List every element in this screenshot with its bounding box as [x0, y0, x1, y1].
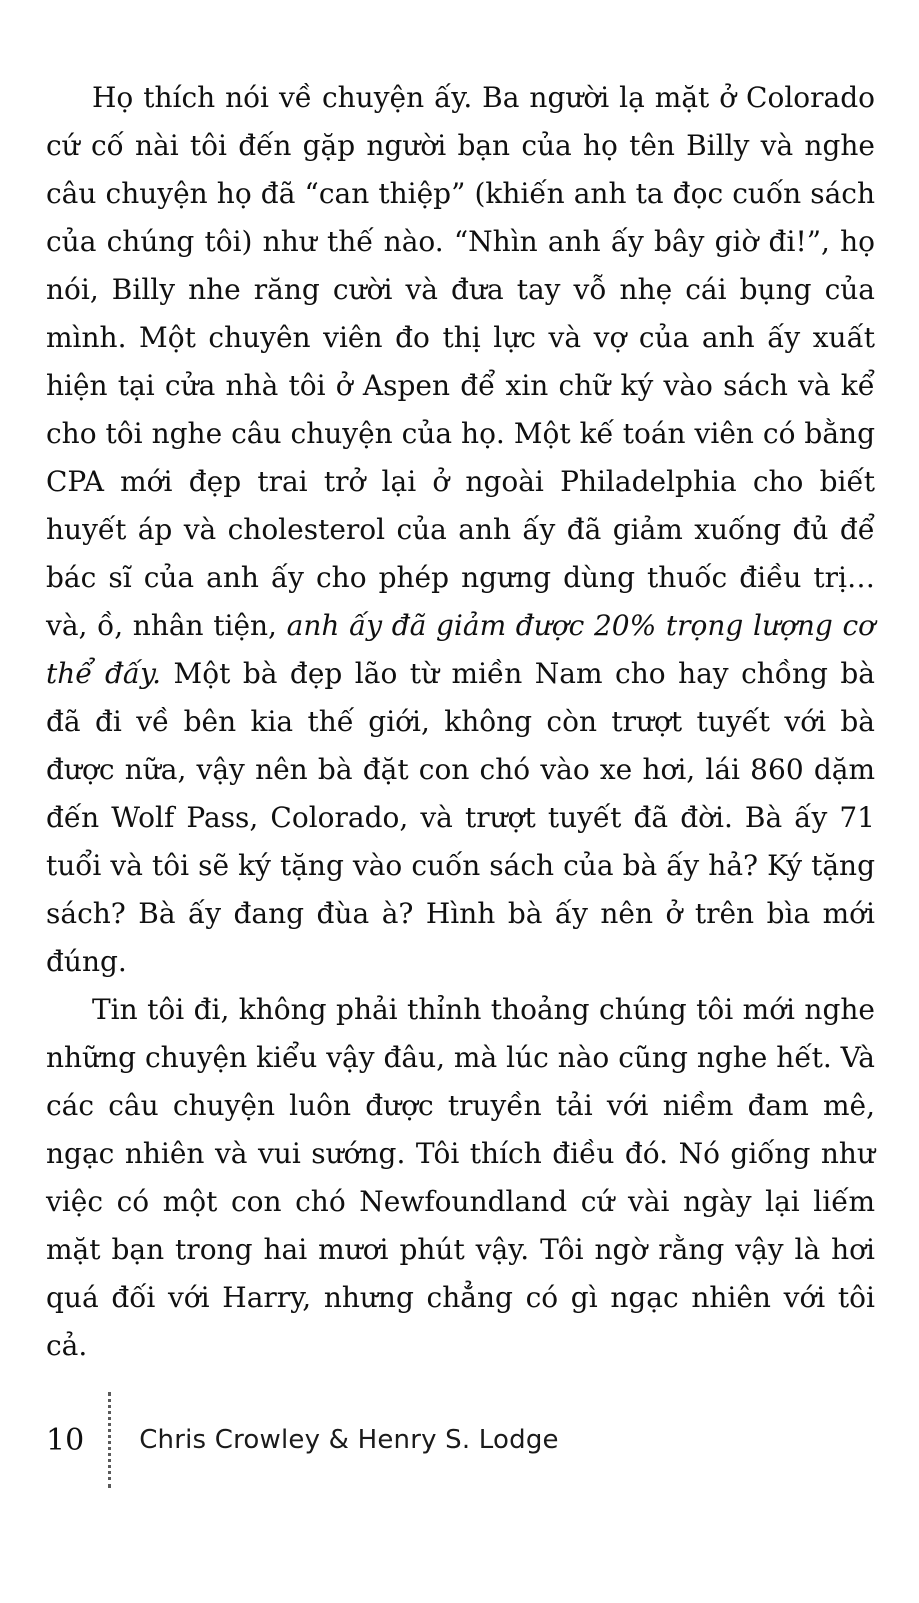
- paragraph-1-italic-emphasis: anh ấy đã giảm được 20% trọng lượng cơ thể đấy.: [46, 609, 875, 690]
- paragraph-1: [46, 74, 875, 986]
- footer-divider-dotted-line: [108, 1392, 111, 1488]
- author-names: Chris Crowley & Henry S. Lodge: [139, 1425, 559, 1455]
- paragraph-1-text-before-italic: Họ thích nói về chuyện ấy. Ba người lạ mặt ở Colorado cứ cố nài tôi đến gặp người bạn của họ tên Billy và nghe câu chuyện họ đã “can thiệp” (khiến anh ta đọc cuốn sách của chúng tôi) như thế nào. “Nhìn anh ấy bây giờ đi!”, họ nói, Billy nhe răng cười và đưa tay vỗ nhẹ cái bụng của mình. Một chuyên viên đo thị lực và vợ của anh ấy xuất hiện tại cửa nhà tôi ở Aspen để xin chữ ký vào sách và kể cho tôi nghe câu chuyện của họ. Một kế toán viên có bằng CPA mới đẹp trai trở lại ở ngoài Philadelphia cho biết huyết áp và cholesterol của anh ấy đã giảm xuống đủ để bác sĩ của anh ấy cho phép ngưng dùng thuốc điều trị… và, ồ, nhân tiện,: [46, 81, 875, 642]
- body-text: [46, 74, 875, 1370]
- paragraph-2: Tin tôi đi, không phải thỉnh thoảng chúng tôi mới nghe những chuyện kiểu vậy đâu, mà lúc nào cũng nghe hết. Và các câu chuyện luôn được truyền tải với niềm đam mê, ngạc nhiên và vui sướng. Tôi thích điều đó. Nó giống như việc có một con chó Newfoundland cứ vài ngày lại liếm mặt bạn trong hai mươi phút vậy. Tôi ngờ rằng vậy là hơi quá đối với Harry, nhưng chẳng có gì ngạc nhiên với tôi cả.: [46, 993, 875, 1362]
- paragraph-1-text-after-italic: Một bà đẹp lão từ miền Nam cho hay chồng bà đã đi về bên kia thế giới, không còn trượt tuyết với bà được nữa, vậy nên bà đặt con chó vào xe hơi, lái 860 dặm đến Wolf Pass, Colorado, và trượt tuyết đã đời. Bà ấy 71 tuổi và tôi sẽ ký tặng vào cuốn sách của bà ấy hả? Ký tặng sách? Bà ấy đang đùa à? Hình bà ấy nên ở trên bìa mới đúng.: [46, 657, 875, 978]
- page-number: 10: [46, 1422, 85, 1458]
- page-footer: [46, 1392, 559, 1488]
